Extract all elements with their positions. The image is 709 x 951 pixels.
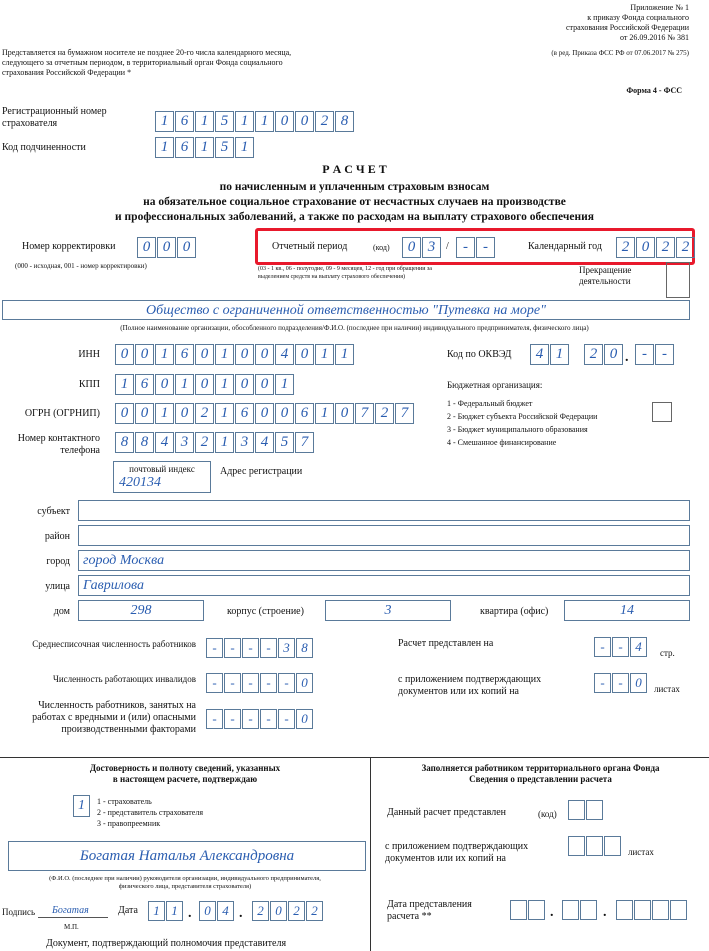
- signature-line: [38, 917, 108, 918]
- digit-cell[interactable]: -: [655, 344, 674, 365]
- digit-cell[interactable]: -: [206, 709, 223, 729]
- period-hint: (03 - 1 кв., 06 - полугодие, 09 - 9 месяцев, 12 - год при обращении за выделением средств на выплату страхового обеспечения): [258, 266, 432, 280]
- digit-cell[interactable]: 4: [630, 637, 647, 657]
- person-field[interactable]: [8, 841, 366, 871]
- zip-value: 420134: [119, 475, 161, 490]
- digit-cell[interactable]: -: [224, 638, 241, 658]
- house-value: 298: [130, 603, 152, 618]
- district-label: район: [44, 531, 70, 542]
- org-name-value: Общество с ограниченной ответственностью "Путевка на море": [146, 303, 546, 318]
- pages-label: Расчет представлен на: [398, 638, 494, 649]
- address-label: Адрес регистрации: [220, 466, 303, 477]
- termination-checkbox[interactable]: [666, 262, 690, 298]
- apt-value: 14: [620, 603, 634, 618]
- digit-cell[interactable]: 2: [252, 901, 269, 921]
- digit-cell[interactable]: 3: [235, 432, 254, 453]
- date-dot: .: [188, 906, 192, 921]
- fund-title: Заполняется работником территориального органа Фонда Сведения о представлении расчета: [421, 763, 660, 784]
- apt-label: квартира (офис): [480, 606, 549, 617]
- digit-cell[interactable]: 5: [215, 111, 234, 132]
- digit-cell[interactable]: -: [206, 673, 223, 693]
- digit-cell[interactable]: 6: [135, 374, 154, 395]
- digit-cell[interactable]: [604, 836, 621, 856]
- edition-note: (в ред. Приказа ФСС РФ от 07.06.2017 № 275): [551, 49, 689, 57]
- disabled-cells[interactable]: [206, 673, 314, 693]
- digit-cell[interactable]: -: [278, 673, 295, 693]
- digit-cell[interactable]: 1: [166, 901, 183, 921]
- digit-cell[interactable]: 0: [604, 344, 623, 365]
- date-label: Дата: [118, 905, 138, 916]
- digit-cell[interactable]: 4: [255, 432, 274, 453]
- digit-cell[interactable]: 0: [296, 709, 313, 729]
- fund-code-label: (код): [538, 809, 557, 819]
- digit-cell[interactable]: 1: [550, 344, 569, 365]
- digit-cell[interactable]: 0: [235, 344, 254, 365]
- street-field[interactable]: [78, 575, 690, 596]
- digit-cell[interactable]: 2: [375, 403, 394, 424]
- digit-cell[interactable]: 0: [177, 237, 196, 258]
- digit-cell[interactable]: 0: [195, 374, 214, 395]
- digit-cell[interactable]: [510, 900, 527, 920]
- digit-cell[interactable]: 7: [295, 432, 314, 453]
- digit-cell[interactable]: 1: [148, 901, 165, 921]
- digit-cell[interactable]: 0: [295, 344, 314, 365]
- doc-label: Документ, подтверждающий полномочия представителя: [46, 938, 287, 949]
- digit-cell[interactable]: 1: [115, 374, 134, 395]
- digit-cell[interactable]: 1: [215, 374, 234, 395]
- digit-cell[interactable]: 1: [315, 344, 334, 365]
- budget-options: 1 - Федеральный бюджет 2 - Бюджет субъекта Российской Федерации 3 - Бюджет муниципального образования 4 - Смешанное финансирование: [447, 399, 598, 447]
- digit-cell[interactable]: -: [260, 709, 277, 729]
- sub-code-label: Код подчиненности: [2, 142, 86, 153]
- building-value: 3: [384, 603, 392, 618]
- date-month-cells[interactable]: [199, 901, 235, 921]
- org-name-field[interactable]: [2, 300, 690, 320]
- kpp-cells[interactable]: [115, 374, 295, 395]
- digit-cell[interactable]: 0: [175, 403, 194, 424]
- digit-cell[interactable]: -: [224, 673, 241, 693]
- period-extra-cells[interactable]: [456, 237, 496, 258]
- digit-cell[interactable]: -: [242, 709, 259, 729]
- confirm-code: 1: [78, 798, 85, 813]
- digit-cell[interactable]: 2: [584, 344, 603, 365]
- attach-cells[interactable]: [594, 673, 648, 693]
- form-subtitle: по начисленным и уплаченным страховым взносам на обязательное социальное страхование от несчастных случаев на производстве и профессиональных заболеваний, а также по расходам на выплату страхового обеспечения: [115, 181, 594, 223]
- house-field[interactable]: [78, 600, 204, 621]
- zip-field[interactable]: [113, 461, 211, 493]
- digit-cell[interactable]: 0: [255, 344, 274, 365]
- reg-number-cells[interactable]: [155, 111, 355, 132]
- avg-cells[interactable]: [206, 638, 314, 658]
- digit-cell[interactable]: 2: [656, 237, 675, 258]
- appendix-note: Приложение № 1 к приказу Фонда социального страхования Российской Федерации от 26.09.2016 № 381: [565, 3, 689, 42]
- digit-cell[interactable]: 2: [195, 432, 214, 453]
- city-field[interactable]: [78, 550, 690, 571]
- street-value: Гаврилова: [83, 578, 144, 593]
- signature-label: Подпись: [2, 907, 36, 917]
- year-label: Календарный год: [528, 241, 602, 252]
- correction-hint: (000 - исходная, 001 - номер корректировки): [15, 262, 147, 270]
- digit-cell[interactable]: 1: [215, 403, 234, 424]
- digit-cell[interactable]: 1: [155, 344, 174, 365]
- district-field[interactable]: [78, 525, 690, 546]
- termination-label: Прекращение деятельности: [579, 265, 632, 286]
- city-label: город: [46, 556, 70, 567]
- digit-cell[interactable]: 1: [155, 111, 174, 132]
- digit-cell[interactable]: 0: [630, 673, 647, 693]
- digit-cell[interactable]: 2: [306, 901, 323, 921]
- digit-cell[interactable]: -: [260, 673, 277, 693]
- kpp-label: КПП: [78, 379, 100, 390]
- digit-cell[interactable]: 7: [395, 403, 414, 424]
- phone-cells[interactable]: [115, 432, 315, 453]
- digit-cell[interactable]: 1: [335, 344, 354, 365]
- apt-field[interactable]: [564, 600, 690, 621]
- digit-cell[interactable]: -: [635, 344, 654, 365]
- fund-attach-cells[interactable]: [568, 836, 622, 856]
- street-label: улица: [45, 581, 70, 592]
- digit-cell[interactable]: 4: [155, 432, 174, 453]
- inn-label: ИНН: [78, 349, 100, 360]
- confirm-title: Достоверность и полноту сведений, указанных в настоящем расчете, подтверждаю: [89, 763, 281, 784]
- fund-submitted-label: Данный расчет представлен: [387, 807, 507, 818]
- digit-cell[interactable]: 0: [255, 403, 274, 424]
- digit-cell[interactable]: 1: [195, 111, 214, 132]
- digit-cell[interactable]: 1: [235, 137, 254, 158]
- digit-cell[interactable]: 0: [335, 403, 354, 424]
- digit-cell[interactable]: 1: [275, 374, 294, 395]
- digit-cell[interactable]: 0: [636, 237, 655, 258]
- period-label: Отчетный период: [272, 241, 348, 252]
- fund-attach-unit: листах: [628, 847, 654, 857]
- digit-cell[interactable]: 0: [135, 344, 154, 365]
- digit-cell[interactable]: [634, 900, 651, 920]
- period-cells[interactable]: [402, 237, 442, 258]
- digit-cell[interactable]: 0: [115, 344, 134, 365]
- digit-cell[interactable]: [586, 800, 603, 820]
- confirm-code-box[interactable]: [73, 795, 90, 817]
- budget-label: Бюджетная организация:: [447, 380, 543, 390]
- digit-cell[interactable]: 8: [296, 638, 313, 658]
- digit-cell[interactable]: [568, 800, 585, 820]
- year-cells[interactable]: [616, 237, 696, 258]
- digit-cell[interactable]: -: [594, 673, 611, 693]
- digit-cell[interactable]: 2: [315, 111, 334, 132]
- digit-cell[interactable]: 0: [157, 237, 176, 258]
- date-dot: .: [239, 906, 243, 921]
- digit-cell[interactable]: 3: [422, 237, 441, 258]
- digit-cell[interactable]: 6: [175, 344, 194, 365]
- fund-attach-label: с приложением подтверждающих документов или их копий на: [385, 841, 529, 864]
- digit-cell[interactable]: 7: [355, 403, 374, 424]
- digit-cell[interactable]: [652, 900, 669, 920]
- digit-cell[interactable]: -: [456, 237, 475, 258]
- phone-label: Номер контактного телефона: [17, 433, 100, 456]
- digit-cell[interactable]: 4: [275, 344, 294, 365]
- digit-cell[interactable]: 8: [135, 432, 154, 453]
- fund-date-day[interactable]: [510, 900, 546, 920]
- fund-date-month[interactable]: [562, 900, 598, 920]
- digit-cell[interactable]: 1: [155, 403, 174, 424]
- digit-cell[interactable]: -: [242, 638, 259, 658]
- avg-label: Среднесписочная численность работников: [32, 639, 196, 649]
- pages-cells[interactable]: [594, 637, 648, 657]
- form-label: Форма 4 - ФСС: [626, 86, 682, 95]
- digit-cell[interactable]: 1: [155, 137, 174, 158]
- hazard-label: Численность работников, занятых на работах с вредными и (или) опасными производственными факторами: [32, 700, 196, 735]
- digit-cell[interactable]: 6: [175, 137, 194, 158]
- building-field[interactable]: [325, 600, 451, 621]
- digit-cell[interactable]: 1: [215, 432, 234, 453]
- ogrn-label: ОГРН (ОГРНИП): [24, 408, 100, 419]
- digit-cell[interactable]: 1: [195, 137, 214, 158]
- okved-label: Код по ОКВЭД: [447, 349, 512, 360]
- house-label: дом: [53, 606, 70, 617]
- correction-cells[interactable]: [137, 237, 197, 258]
- confirm-options: 1 - страхователь 2 - представитель страхователя 3 - правопреемник: [97, 797, 204, 828]
- city-value: город Москва: [83, 553, 165, 568]
- digit-cell[interactable]: [670, 900, 687, 920]
- attach-unit: листах: [654, 684, 680, 694]
- form-title: Р А С Ч Е Т: [322, 162, 387, 176]
- okved-cells-1[interactable]: [530, 344, 570, 365]
- attach-label: с приложением подтверждающих документов или их копий на: [398, 674, 542, 697]
- date-year-cells[interactable]: [252, 901, 324, 921]
- digit-cell[interactable]: 2: [195, 403, 214, 424]
- column-divider: [370, 757, 371, 951]
- date-day-cells[interactable]: [148, 901, 184, 921]
- digit-cell[interactable]: 6: [295, 403, 314, 424]
- digit-cell[interactable]: 0: [137, 237, 156, 258]
- digit-cell[interactable]: 5: [275, 432, 294, 453]
- correction-label: Номер корректировки: [22, 241, 116, 252]
- digit-cell[interactable]: 1: [255, 111, 274, 132]
- digit-cell[interactable]: -: [594, 637, 611, 657]
- digit-cell[interactable]: 2: [676, 237, 695, 258]
- person-value: Богатая Наталья Александровна: [79, 848, 295, 864]
- digit-cell[interactable]: 0: [295, 111, 314, 132]
- digit-cell[interactable]: 0: [275, 111, 294, 132]
- submit-note: Представляется на бумажном носителе не позднее 20-го числа календарного месяца, следующего за отчетным периодом, в территориальный орган Фонда социального страхования Российской Федерации *: [2, 48, 292, 77]
- digit-cell[interactable]: [616, 900, 633, 920]
- hazard-cells[interactable]: [206, 709, 314, 729]
- digit-cell[interactable]: 0: [402, 237, 421, 258]
- okved-cells-2[interactable]: [584, 344, 624, 365]
- digit-cell[interactable]: 6: [175, 111, 194, 132]
- zip-label: почтовый индекс: [129, 464, 195, 474]
- digit-cell[interactable]: 0: [195, 344, 214, 365]
- date-dot: .: [550, 905, 554, 920]
- digit-cell[interactable]: 8: [115, 432, 134, 453]
- digit-cell[interactable]: 1: [235, 111, 254, 132]
- digit-cell[interactable]: 0: [155, 374, 174, 395]
- digit-cell[interactable]: 0: [235, 374, 254, 395]
- digit-cell[interactable]: [586, 836, 603, 856]
- fund-code-cells[interactable]: [568, 800, 604, 820]
- digit-cell[interactable]: -: [260, 638, 277, 658]
- digit-cell[interactable]: 1: [175, 374, 194, 395]
- digit-cell[interactable]: 1: [315, 403, 334, 424]
- digit-cell[interactable]: 5: [215, 137, 234, 158]
- digit-cell[interactable]: 2: [616, 237, 635, 258]
- inn-cells[interactable]: [115, 344, 355, 365]
- okved-dot: .: [625, 350, 629, 365]
- digit-cell[interactable]: 3: [278, 638, 295, 658]
- digit-cell[interactable]: -: [224, 709, 241, 729]
- digit-cell[interactable]: [562, 900, 579, 920]
- digit-cell[interactable]: 6: [235, 403, 254, 424]
- digit-cell[interactable]: 4: [217, 901, 234, 921]
- digit-cell[interactable]: 0: [296, 673, 313, 693]
- digit-cell[interactable]: 8: [335, 111, 354, 132]
- person-hint: (Ф.И.О. (последнее при наличии) руководителя организации, индивидуального предпринимателя, физического лица, представителя страхователя): [49, 875, 321, 890]
- digit-cell[interactable]: [580, 900, 597, 920]
- subject-label: субъект: [37, 506, 70, 517]
- digit-cell[interactable]: 0: [115, 403, 134, 424]
- fund-date-label: Дата представления расчета **: [387, 899, 472, 922]
- digit-cell[interactable]: [568, 836, 585, 856]
- org-name-hint: (Полное наименование организации, обособленного подразделения/Ф.И.О. (последнее при наличии) индивидуального предпринимателя, физического лица): [120, 324, 589, 332]
- period-slash: /: [446, 241, 449, 252]
- subject-field[interactable]: [78, 500, 690, 521]
- digit-cell[interactable]: 0: [199, 901, 216, 921]
- digit-cell[interactable]: -: [612, 637, 629, 657]
- okved-cells-3[interactable]: [635, 344, 675, 365]
- digit-cell[interactable]: -: [206, 638, 223, 658]
- period-code-label: (код): [373, 243, 390, 252]
- building-label: корпус (строение): [227, 606, 304, 617]
- ogrn-cells[interactable]: [115, 403, 415, 424]
- digit-cell[interactable]: 0: [255, 374, 274, 395]
- fund-date-year[interactable]: [616, 900, 688, 920]
- digit-cell[interactable]: -: [242, 673, 259, 693]
- signature-value[interactable]: Богатая: [52, 905, 89, 916]
- digit-cell[interactable]: -: [278, 709, 295, 729]
- digit-cell[interactable]: 2: [288, 901, 305, 921]
- pages-unit: стр.: [660, 648, 675, 658]
- digit-cell[interactable]: 0: [275, 403, 294, 424]
- digit-cell[interactable]: 1: [215, 344, 234, 365]
- digit-cell[interactable]: 0: [270, 901, 287, 921]
- digit-cell[interactable]: 4: [530, 344, 549, 365]
- stamp-label: М.П.: [64, 923, 79, 931]
- budget-code-box[interactable]: [652, 402, 672, 422]
- disabled-label: Численность работающих инвалидов: [53, 674, 196, 684]
- digit-cell[interactable]: 0: [135, 403, 154, 424]
- section-divider: [0, 757, 709, 758]
- sub-code-cells[interactable]: [155, 137, 255, 158]
- date-dot: .: [603, 905, 607, 920]
- digit-cell[interactable]: -: [612, 673, 629, 693]
- reg-number-label: Регистрационный номер страхователя: [2, 106, 107, 129]
- digit-cell[interactable]: [528, 900, 545, 920]
- digit-cell[interactable]: -: [476, 237, 495, 258]
- digit-cell[interactable]: 3: [175, 432, 194, 453]
